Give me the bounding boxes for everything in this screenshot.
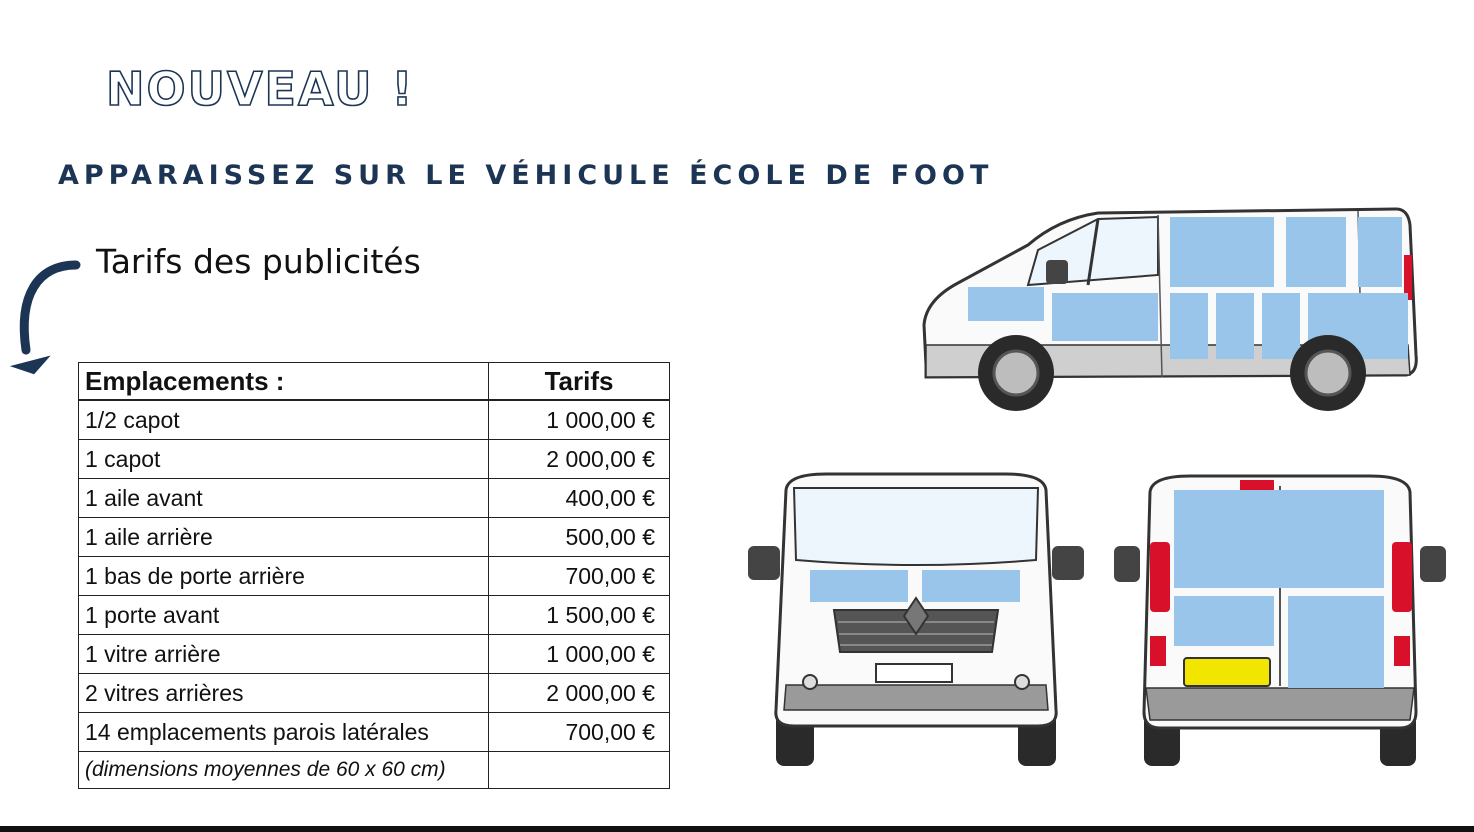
section-label: Tarifs des publicités (96, 242, 421, 281)
table-row (79, 479, 670, 518)
price-cell: 1 500,00 € (489, 596, 670, 635)
curved-arrow-icon (8, 255, 88, 375)
bottom-divider (0, 826, 1474, 832)
price-cell: 700,00 € (489, 713, 670, 752)
price-cell: 400,00 € (489, 479, 670, 518)
van-side-view (918, 205, 1432, 415)
price-table (78, 362, 670, 789)
table-note-row (79, 752, 670, 789)
empty-cell (489, 752, 670, 789)
location-cell: 1 aile arrière (79, 518, 489, 557)
subheading: APPARAISSEZ SUR LE VÉHICULE ÉCOLE DE FOOT (58, 160, 994, 191)
price-cell: 700,00 € (489, 557, 670, 596)
column-header-price: Tarifs (489, 363, 670, 401)
location-cell: 1 vitre arrière (79, 635, 489, 674)
table-row (79, 674, 670, 713)
headline: NOUVEAU ! (106, 62, 415, 116)
table-row (79, 596, 670, 635)
location-cell: 1 capot (79, 440, 489, 479)
table-row (79, 440, 670, 479)
table-row (79, 557, 670, 596)
location-cell: 1 bas de porte arrière (79, 557, 489, 596)
price-cell: 1 000,00 € (489, 400, 670, 440)
price-cell: 2 000,00 € (489, 440, 670, 479)
price-cell: 1 000,00 € (489, 635, 670, 674)
table-row (79, 518, 670, 557)
location-cell: 1/2 capot (79, 400, 489, 440)
price-cell: 2 000,00 € (489, 674, 670, 713)
location-cell: 2 vitres arrières (79, 674, 489, 713)
location-cell: 14 emplacements parois latérales (79, 713, 489, 752)
location-cell: 1 aile avant (79, 479, 489, 518)
table-row (79, 713, 670, 752)
price-cell: 500,00 € (489, 518, 670, 557)
dimensions-note: (dimensions moyennes de 60 x 60 cm) (79, 752, 489, 789)
table-header-row (79, 363, 670, 401)
van-front-view (746, 470, 1086, 770)
column-header-location: Emplacements : (79, 363, 489, 401)
table-row (79, 400, 670, 440)
table-row (79, 635, 670, 674)
van-rear-view (1110, 472, 1450, 772)
location-cell: 1 porte avant (79, 596, 489, 635)
